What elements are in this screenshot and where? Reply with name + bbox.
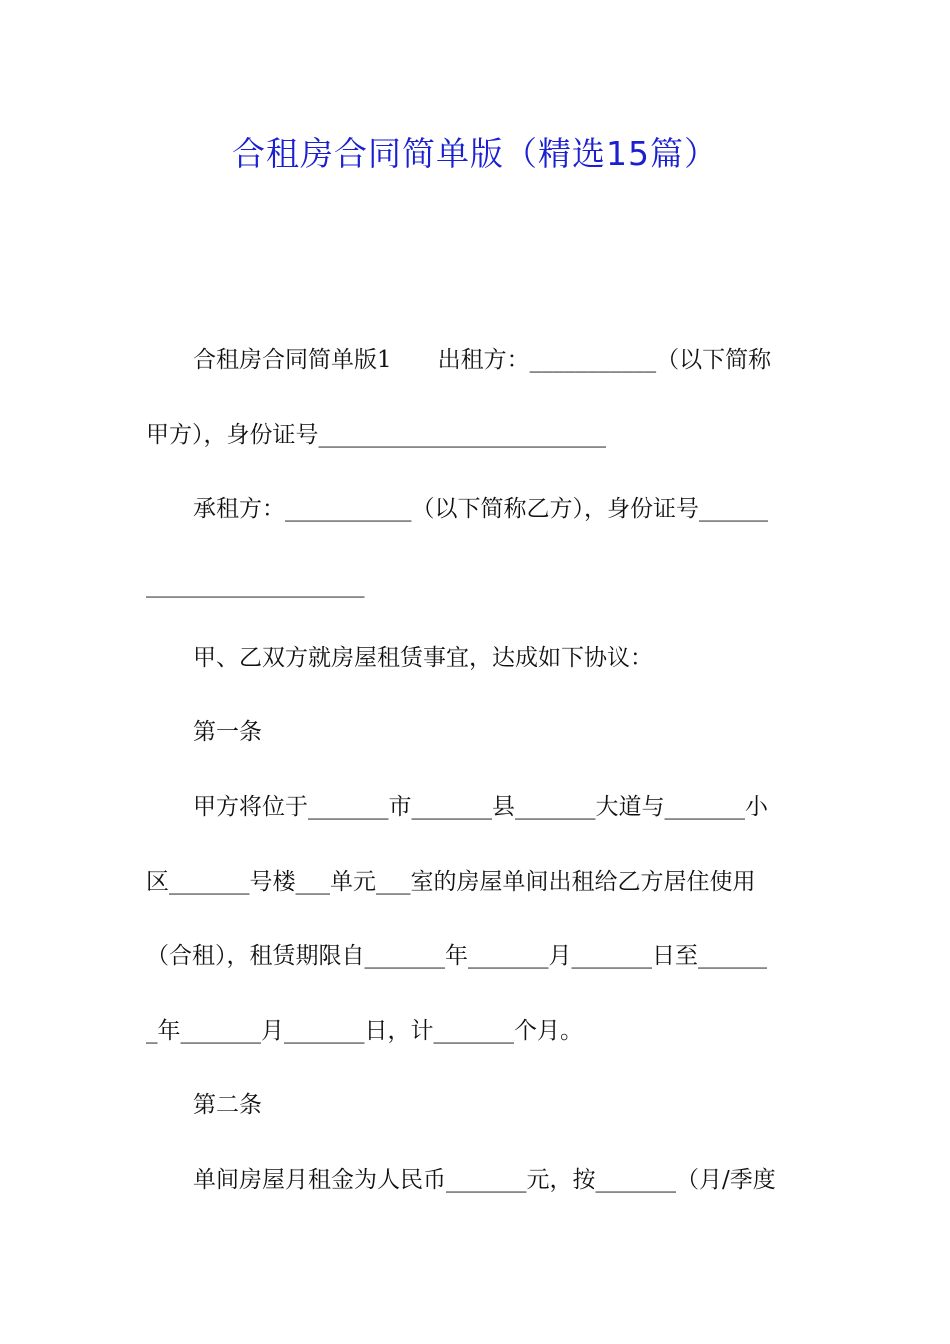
paragraph-line: 甲、乙双方就房屋租赁事宜，达成如下协议：	[193, 645, 653, 671]
paragraph-line: 合租房合同简单版1 出租方：___________（以下简称	[193, 347, 772, 373]
section-heading: 第一条	[193, 719, 262, 745]
paragraph-line: 单间房屋月租金为人民币_______元，按_______（月/季度	[193, 1167, 776, 1193]
paragraph-line: 区_______号楼___单元___室的房屋单间出租给乙方居住使用	[146, 869, 756, 895]
paragraph-line: （合租），租赁期限自_______年_______月_______日至______	[146, 943, 767, 969]
paragraph-line: 承租方：___________（以下简称乙方），身份证号______	[193, 496, 768, 522]
paragraph-line: _年_______月_______日，计_______个月。	[146, 1018, 583, 1044]
document-title: 合租房合同简单版（精选15篇）	[232, 134, 718, 173]
section-heading: 第二条	[193, 1092, 262, 1118]
paragraph-line: 甲方将位于_______市_______县_______大道与_______小	[193, 794, 768, 820]
paragraph-line: 甲方），身份证号_________________________	[146, 422, 606, 448]
paragraph-line: ___________________	[146, 572, 365, 598]
